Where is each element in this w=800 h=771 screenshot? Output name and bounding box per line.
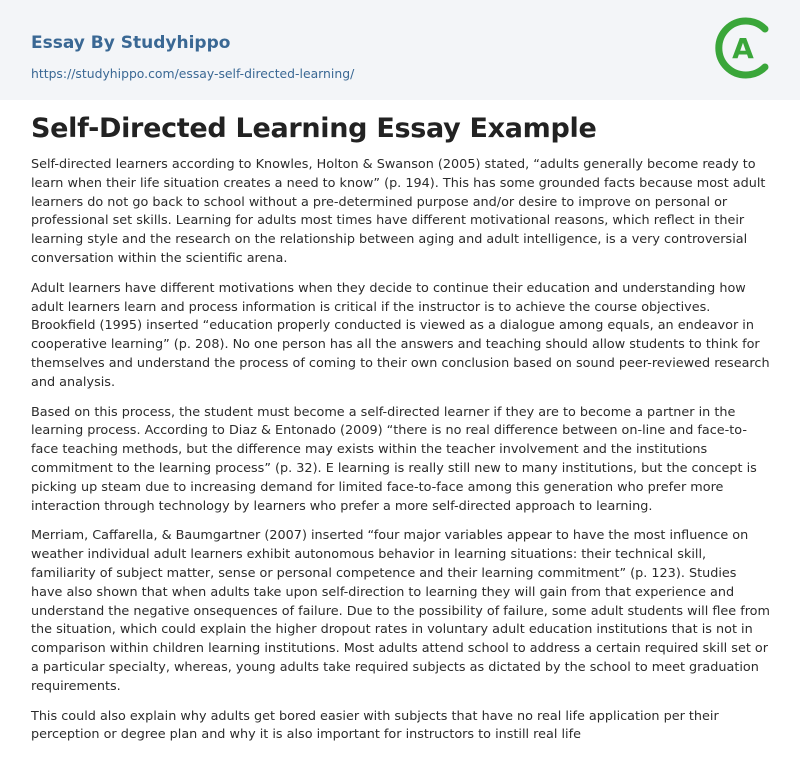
site-header <box>0 0 800 100</box>
article-paragraph-3: Based on this process, the student must become a self-directed learner if they are to become a partner in the learning process. According to Diaz & Entonado (2009) “there is no real difference between on-line and face-to-face teaching methods, but the difference may exists within the teacher involvement and the institutions commitment to the learning process” (p. 32). E learning is really still new to many institutions, but the concept is picking up steam due to increasing demand for limited face-to-face among this generation who prefer more interaction through technology by learners who prefer a more self-directed approach to learning. <box>31 404 757 514</box>
article-url-link[interactable]: https://studyhippo.com/essay-self-directed-learning/ <box>31 66 355 81</box>
article-paragraph-2: Adult learners have different motivations when they decide to continue their education and understanding how adult learners learn and process information is critical if the instructor is to achieve the course objectives. Brookfield (1995) inserted “education properly conducted is viewed as a dialogue among equals, an endeavor in cooperative learning” (p. 208). No one person has all the answers and teaching should allow students to think for themselves and understand the process of coming to their own conclusion based on sound peer-reviewed research and analysis. <box>31 280 770 390</box>
site-brand[interactable]: Essay By Studyhippo <box>31 33 231 53</box>
article-paragraph-1: Self-directed learners according to Knowles, Holton & Swanson (2005) stated, “adults generally become ready to learn when their life situation creates a need to know” (p. 194). This has some grounded facts because most adult learners do not go back to school without a pre-determined purpose and/or desire to improve on personal or professional set skills. Learning for adults most times have different motivational reasons, which reflect in their learning style and the research on the relationship between aging and adult intelligence, is a very controversial conversation within the scientific arena. <box>31 157 766 266</box>
studyhippo-logo-icon[interactable] <box>712 13 774 83</box>
article-paragraph-5: This could also explain why adults get bored easier with subjects that have no real life application per their perception or degree plan and why it is also important for instructors to instill real life <box>31 708 719 743</box>
article-title: Self-Directed Learning Essay Example <box>31 113 597 144</box>
article-paragraph-4: Merriam, Caffarella, & Baumgartner (2007) inserted “four major variables appear to have the most influence on weather individual adult learners exhibit autonomous behavior in learning situations: their technical skill, familiarity of subject matter, sense or personal competence and their learning commitment” (p. 123). Studies have also shown that when adults take upon self-direction to learning they will gain from that experience and understand the negative onsequences of failure. Due to the possibility of failure, some adult students will flee from the situation, which could explain the higher dropout rates in voluntary adult education institutions that is not in comparison within children learning institutions. Most adults attend school to address a certain required skill set or a particular specialty, whereas, young adults take required subjects as dictated by the school to meet graduation requirements. <box>31 528 770 694</box>
logo-letter: A <box>732 32 754 65</box>
article-body <box>31 108 771 756</box>
